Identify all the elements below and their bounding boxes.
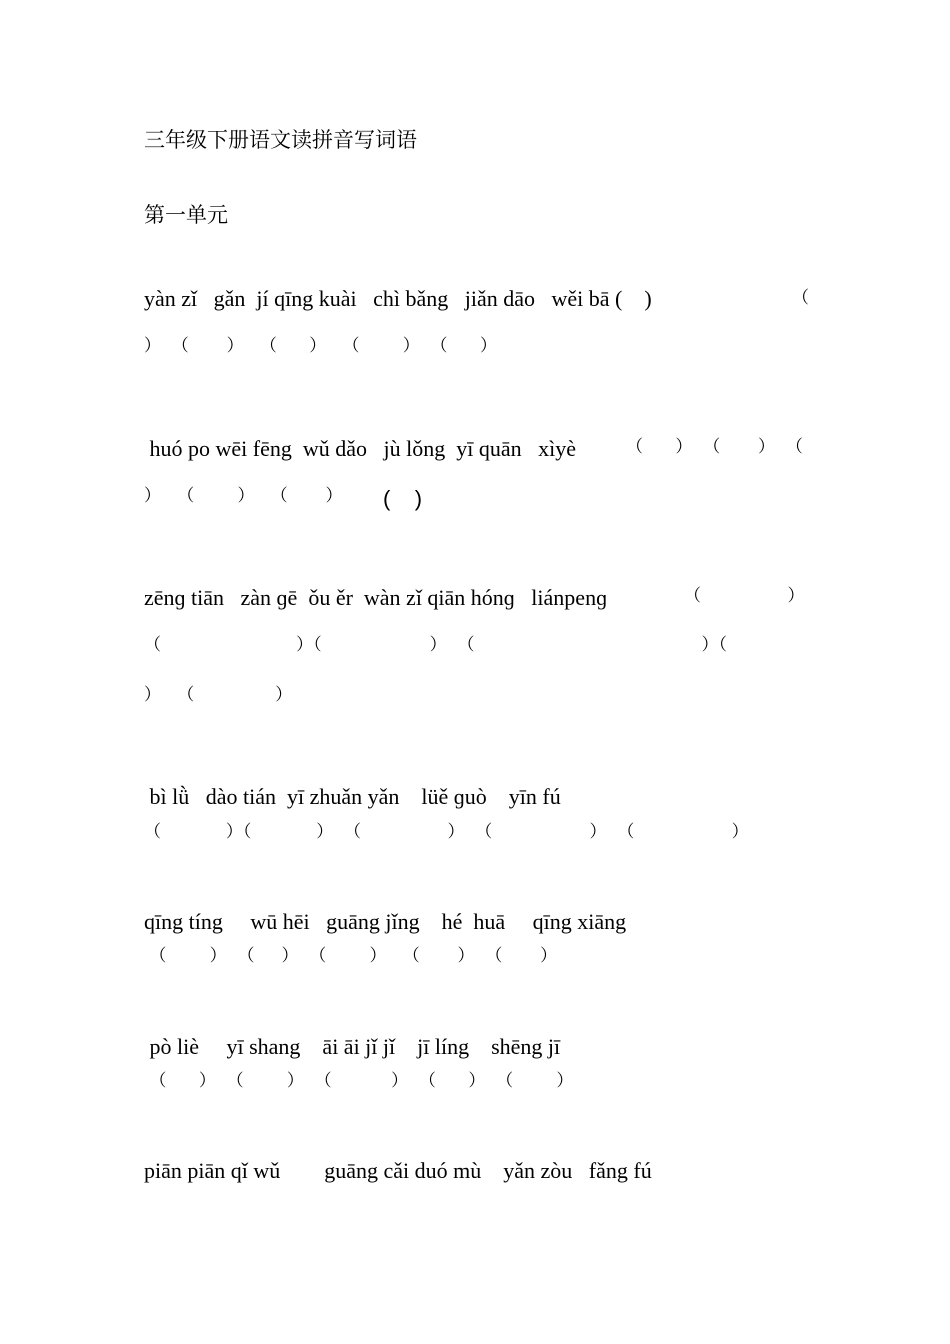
pinyin-line: yàn zǐ gǎn jí qīng kuài chì bǎng jiǎn dāo wěi bā ( ) bbox=[144, 286, 652, 311]
pinyin-line: bì lǜ dào tián yī zhuǎn yǎn lüě ɡuò yīn fú bbox=[144, 784, 561, 809]
page-title: 三年级下册语文读拼音写词语 bbox=[144, 128, 417, 152]
answer-blanks: ） （ ） （ ） （ ） （ ） bbox=[144, 336, 497, 356]
answer-paren: （ ） bbox=[684, 586, 805, 606]
pinyin-line: pò liè yī shang āi āi jǐ jǐ jī líng shēng jī bbox=[144, 1034, 561, 1059]
pinyin-line: qīng tíng wū hēi guāng jǐng hé huā qīng xiāng bbox=[144, 909, 627, 934]
answer-blanks: （ ） （ ） （ ） （ ） （ ） bbox=[144, 1071, 574, 1091]
answer-blanks: ） （ ） （ ） bbox=[144, 486, 343, 506]
pinyin-line: huó po wēi fēng wǔ dǎo jù lǒng yī quān xìyè bbox=[144, 436, 576, 461]
answer-blanks: （ ） （ ） （ bbox=[626, 437, 803, 457]
answer-blanks: ） （ ） bbox=[144, 685, 293, 705]
pinyin-line: piān piān qǐ wǔ guāng cǎi duó mù yǎn zòu fǎng fú bbox=[144, 1158, 652, 1183]
unit-heading: 第一单元 bbox=[144, 203, 228, 227]
answer-paren: （ bbox=[792, 288, 809, 308]
answer-blanks: （ ）（ ） （ ）（ bbox=[144, 635, 727, 655]
answer-blanks: （ ）（ ） （ ） （ ） （ ） bbox=[144, 822, 749, 842]
answer-paren: ( ) bbox=[383, 486, 423, 511]
answer-blanks: （ ） （ ） （ ） （ ） （ ） bbox=[144, 946, 558, 966]
pinyin-line: zēnɡ tiān zàn ɡē ǒu ěr wàn zǐ qiān hónɡ liánpenɡ bbox=[144, 585, 608, 610]
